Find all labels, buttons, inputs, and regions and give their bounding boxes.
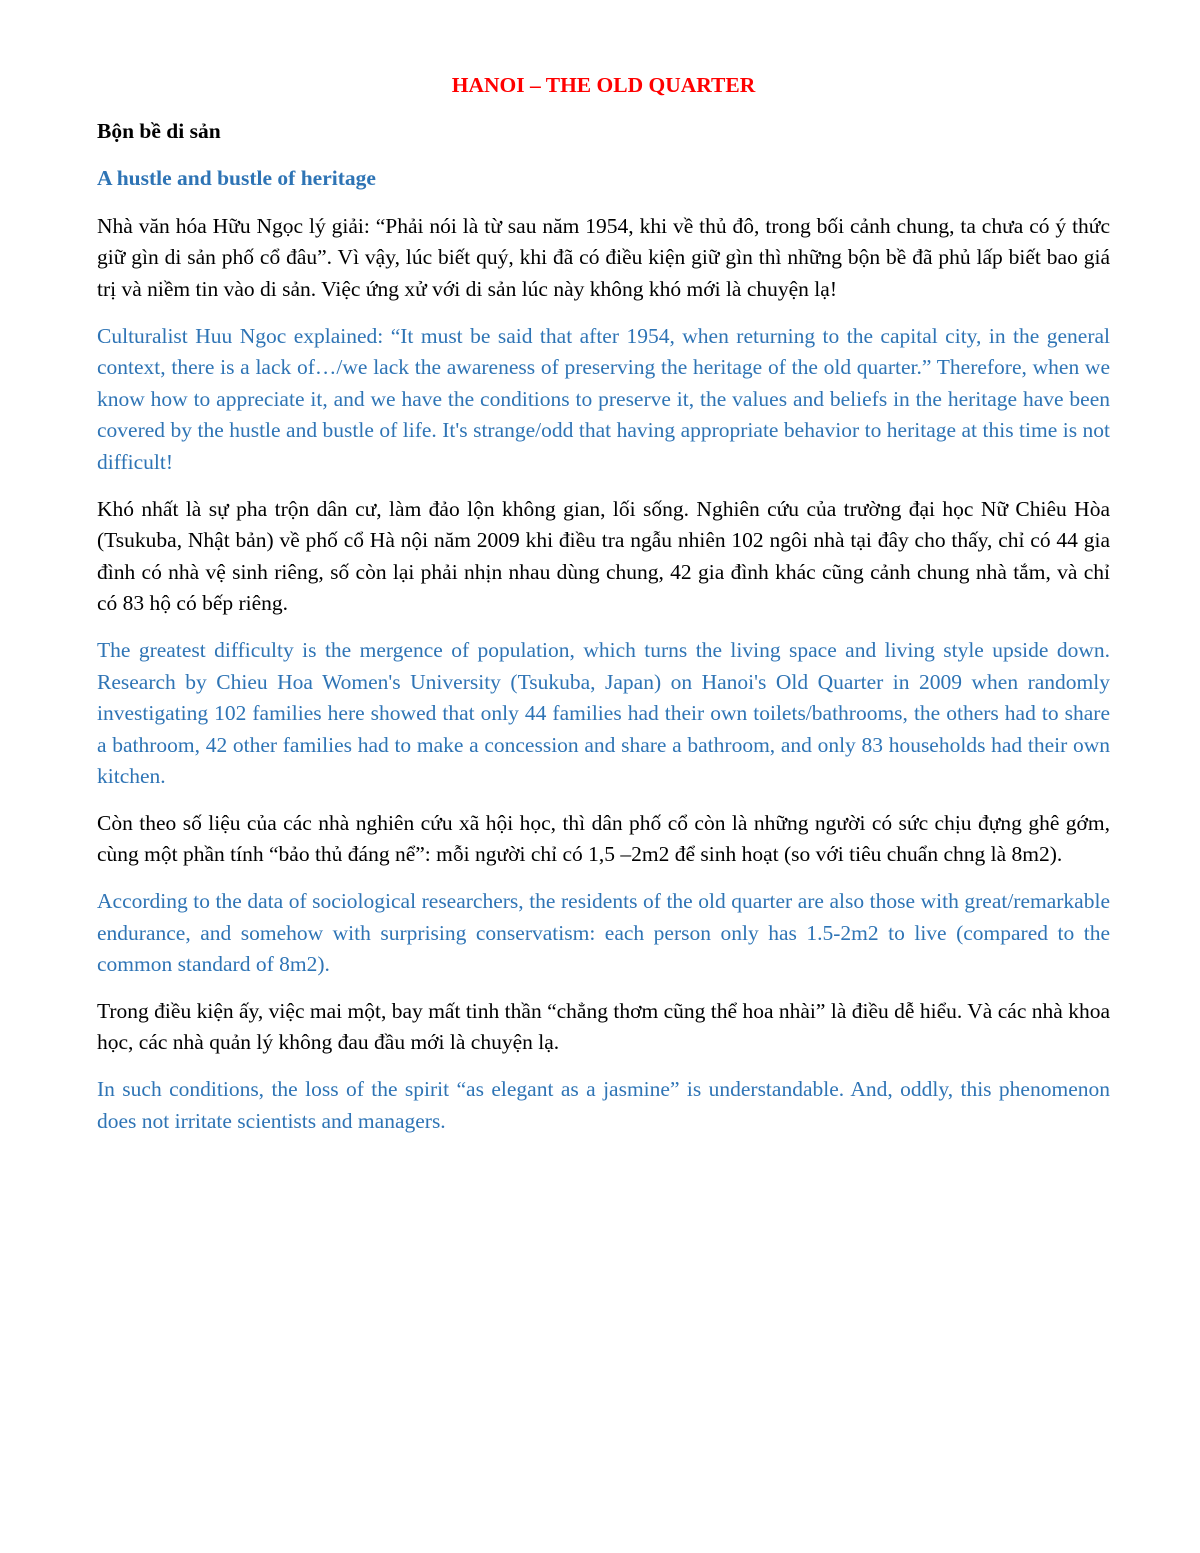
section-heading-vietnamese: Bộn bề di sản (97, 118, 221, 143)
document-page (97, 70, 1110, 1152)
paragraph-vietnamese-4: Trong điều kiện ấy, việc mai một, bay mất tinh thần “chẳng thơm cũng thể hoa nhài” là điều dễ hiểu. Và các nhà khoa học, các nhà quản lý không đau đầu mới là chuyện lạ. (97, 998, 1110, 1055)
document-title: HANOI – THE OLD QUARTER (451, 73, 756, 97)
paragraph-vietnamese-1: Nhà văn hóa Hữu Ngọc lý giải: “Phải nói là từ sau năm 1954, khi về thủ đô, trong bối cảnh chung, ta chưa có ý thức giữ gìn di sản phố cổ đâu”. Vì vậy, lúc biết quý, khi đã có điều kiện giữ gìn thì những bộn bề đã phủ lấp biết bao giá trị và niềm tin vào di sản. Việc ứng xử với di sản lúc này không khó mới là chuyện lạ! (97, 213, 1110, 301)
paragraph-vietnamese-3: Còn theo số liệu của các nhà nghiên cứu xã hội học, thì dân phố cổ còn là những người có sức chịu đựng ghê gớm, cùng một phần tính “bảo thủ đáng nể”: mỗi người chỉ có 1,5 –2m2 để sinh hoạt (so với tiêu chuẩn chng là 8m2). (97, 810, 1110, 867)
section-heading-english: A hustle and bustle of heritage (97, 166, 376, 191)
paragraph-english-3: According to the data of sociological researchers, the residents of the old quarter are also those with great/remarkable endurance, and somehow with surprising conservatism: each person only has 1.5-2m2 to live (compared to the common standard of 8m2). (97, 889, 1110, 977)
paragraph-english-2: The greatest difficulty is the mergence of population, which turns the living space and living style upside down. Research by Chieu Hoa Women's University (Tsukuba, Japan) on Hanoi's Old Quarter in 2009 when randomly investigating 102 families here showed that only 44 families had their own toilets/bathrooms, the others had to share a bathroom, 42 other families had to make a concession and share a bathroom, and only 83 households had their own kitchen. (97, 637, 1110, 789)
paragraph-english-4: In such conditions, the loss of the spirit “as elegant as a jasmine” is understandable. And, oddly, this phenomenon does not irritate scientists and managers. (97, 1077, 1110, 1133)
paragraph-english-1: Culturalist Huu Ngoc explained: “It must be said that after 1954, when returning to the capital city, in the general context, there is a lack of…/we lack the awareness of preserving the heritage of the old quarter.” Therefore, when we know how to appreciate it, and we have the conditions to preserve it, the values and beliefs in the heritage have been covered by the hustle and bustle of life. It's strange/odd that having appropriate behavior to heritage at this time is not difficult! (97, 323, 1110, 474)
paragraph-vietnamese-2: Khó nhất là sự pha trộn dân cư, làm đảo lộn không gian, lối sống. Nghiên cứu của trường đại học Nữ Chiêu Hòa (Tsukuba, Nhật bản) về phố cổ Hà nội năm 2009 khi điều tra ngẫu nhiên 102 ngôi nhà tại đây cho thấy, chỉ có 44 gia đình có nhà vệ sinh riêng, số còn lại phải nhịn nhau dùng chung, 42 gia đình khác cũng cảnh chung nhà tắm, và chỉ có 83 hộ có bếp riêng. (97, 496, 1110, 616)
